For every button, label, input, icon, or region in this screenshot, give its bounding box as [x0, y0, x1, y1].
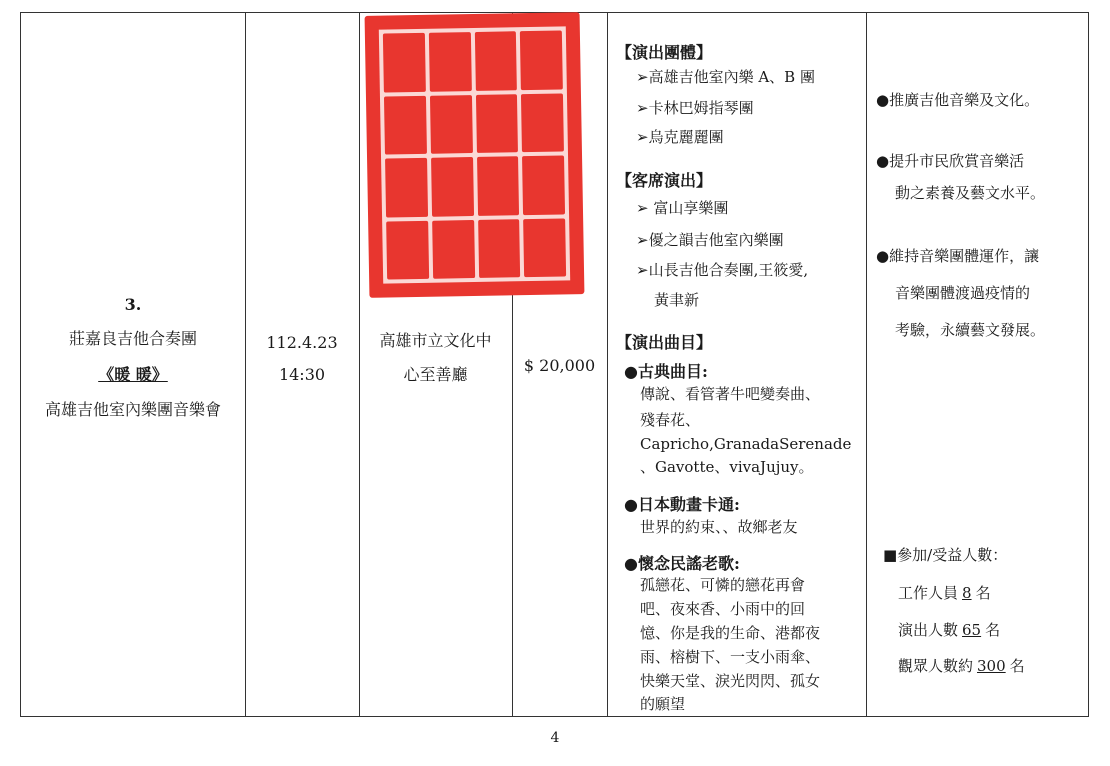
staff-count: 8	[962, 584, 972, 602]
column-divider	[607, 13, 608, 716]
participants-header: ■參加/受益人數：	[883, 546, 1008, 564]
benefit-line: ●推廣吉他音樂及文化。	[876, 91, 1040, 109]
guest-groups-header: 【客席演出】	[616, 171, 713, 190]
classical-line: 傳說、看管著牛吧變奏曲、	[640, 385, 821, 403]
folk-line: 快樂天堂、淚光閃閃、孤女	[640, 672, 821, 690]
guest-group-item: ➢ 富山享樂團	[636, 199, 729, 217]
column-divider	[866, 13, 867, 716]
program-header: 【演出曲目】	[616, 333, 713, 352]
classical-line: 殘春花、	[640, 411, 701, 429]
performer-count: 65	[962, 621, 982, 639]
folk-line: 雨、榕樹下、一支小雨傘、	[640, 648, 821, 666]
perform-group-item: ➢卡林巴姆指琴團	[636, 99, 754, 117]
classical-line: 、Gavotte、vivaJujuy。	[640, 458, 814, 476]
audience-count: 300	[977, 657, 1006, 675]
perform-group-item: ➢烏克麗麗團	[636, 128, 724, 146]
official-seal-stamp	[365, 12, 585, 298]
classical-label: ●古典曲目:	[624, 362, 708, 381]
benefit-line: 動之素養及藝文水平。	[895, 184, 1046, 202]
staff-count-line: 工作人員 8 名	[898, 584, 991, 602]
audience-count-line: 觀眾人數約 300 名	[898, 657, 1025, 675]
folk-line: 吧、夜來香、小雨中的回	[640, 600, 806, 618]
folk-line: 孤戀花、可憐的戀花再會	[640, 576, 806, 594]
guest-group-item: ➢優之韻吉他室內樂團	[636, 231, 784, 249]
classical-line: Capricho,GranadaSerenade	[640, 435, 852, 453]
anime-line: 世界的約束、、故鄉老友	[640, 518, 798, 536]
perform-group-item: ➢高雄吉他室內樂 A、B 團	[636, 68, 815, 86]
page-number: 4	[550, 730, 560, 746]
row-number: 3.	[124, 295, 142, 314]
folk-line: 的願望	[640, 695, 686, 713]
event-date: 112.4.23	[266, 333, 338, 352]
perform-groups-header: 【演出團體】	[616, 43, 713, 62]
event-name: 高雄吉他室內樂團音樂會	[44, 400, 221, 419]
benefit-line: 考驗，永續藝文發展。	[895, 321, 1046, 339]
amount: $ 20,000	[523, 356, 596, 375]
venue-line-2: 心至善廳	[403, 365, 468, 384]
folk-line: 憶、你是我的生命、港都夜	[640, 624, 821, 642]
benefit-line: ●提升市民欣賞音樂活	[876, 152, 1025, 170]
guest-group-item: ➢山長吉他合奏團,王筱愛,	[636, 261, 809, 279]
event-title: 《暖 暖》	[98, 365, 168, 384]
anime-label: ●日本動畫卡通:	[624, 495, 740, 514]
benefit-line: ●維持音樂團體運作，讓	[876, 247, 1040, 265]
venue-line-1: 高雄市立文化中	[379, 331, 492, 350]
event-time: 14:30	[278, 365, 326, 384]
folk-label: ●懷念民謠老歌:	[624, 554, 740, 573]
performer-count-line: 演出人數 65 名	[898, 621, 1001, 639]
benefit-line: 音樂團體渡過疫情的	[895, 284, 1031, 302]
organizer-name: 莊嘉良吉他合奏團	[68, 329, 197, 348]
guest-group-item: 黃聿新	[654, 291, 700, 309]
